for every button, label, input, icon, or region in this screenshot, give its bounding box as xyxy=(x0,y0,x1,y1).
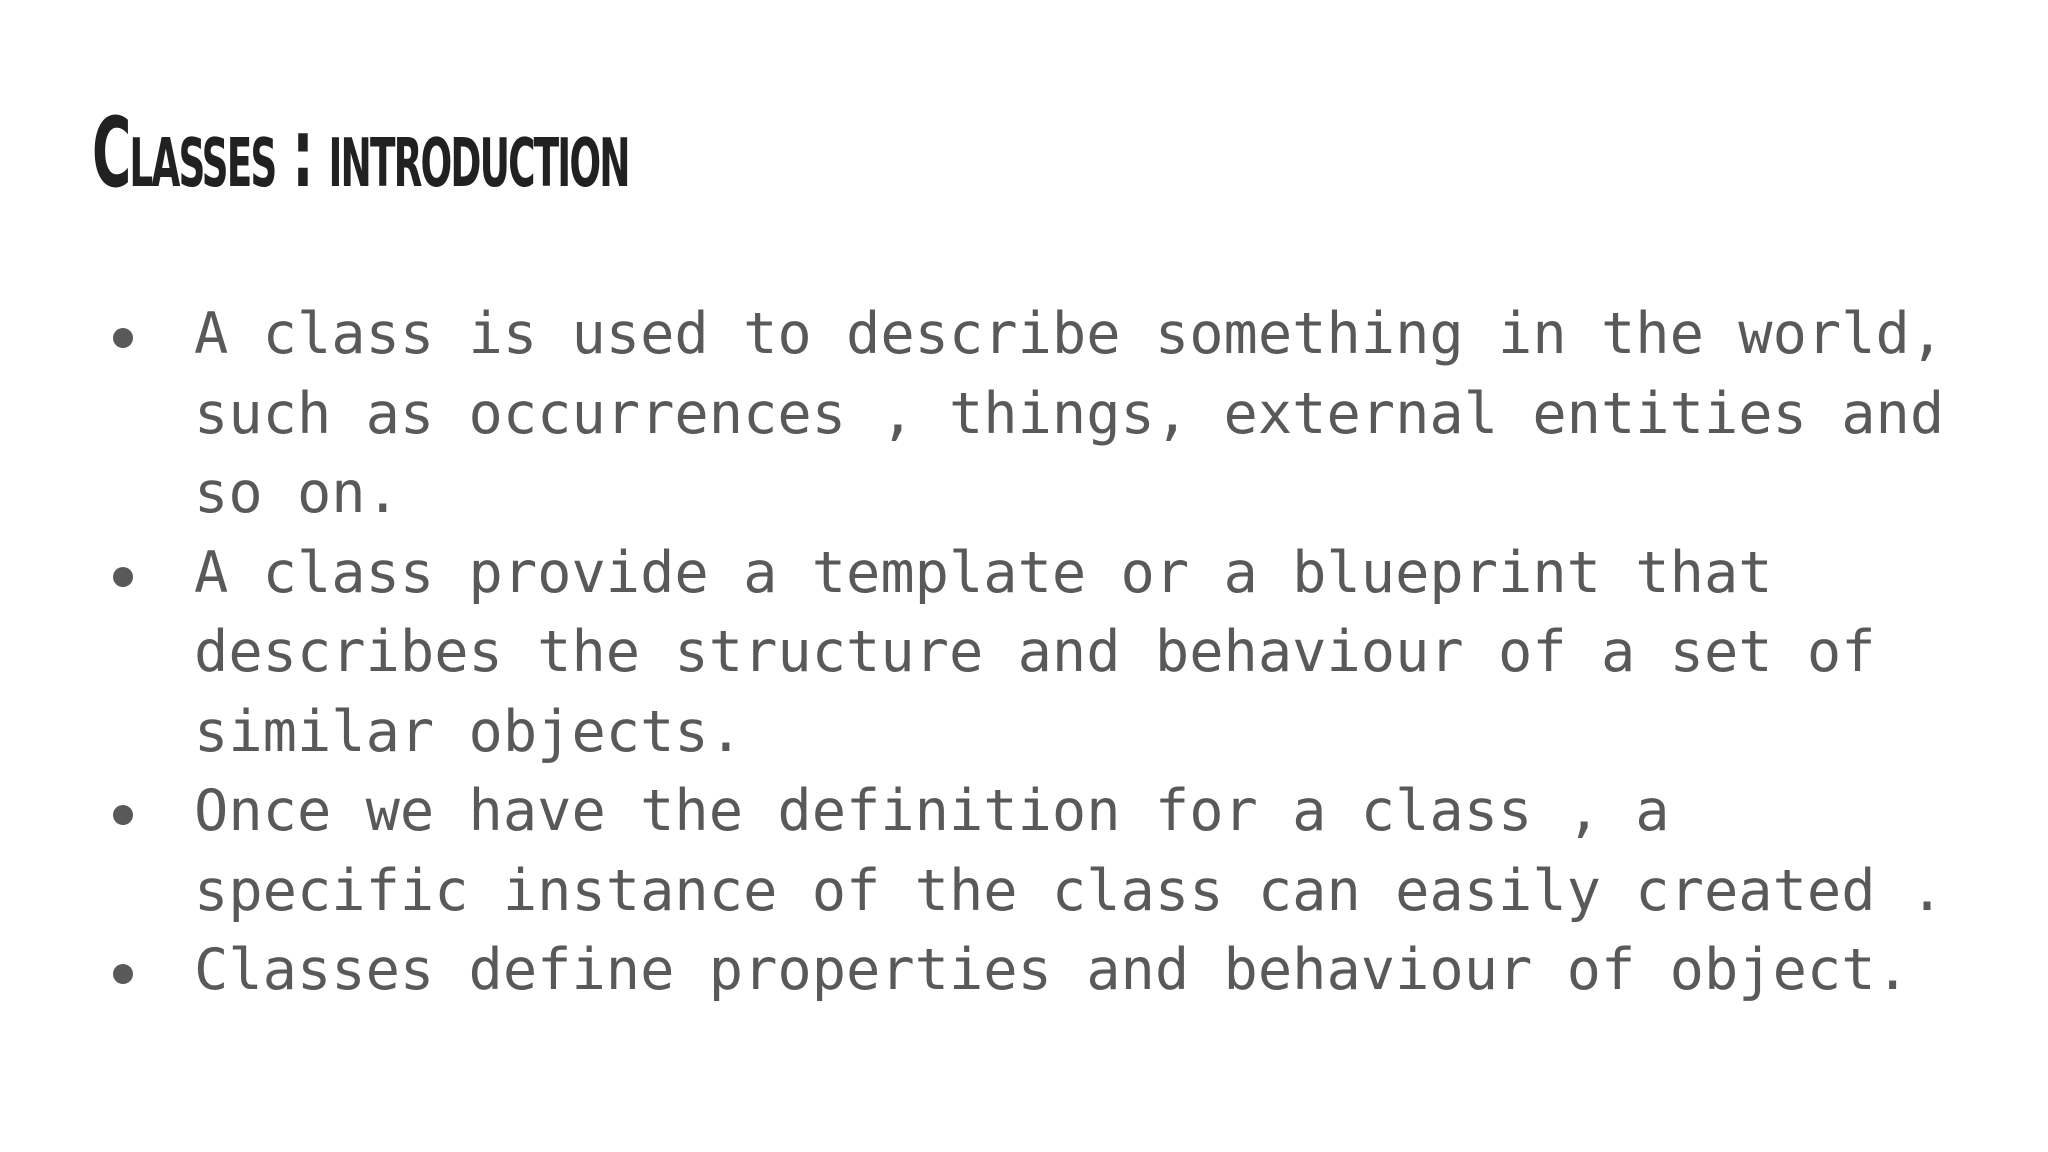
bullet-list xyxy=(98,295,1998,1011)
bullet-item-3 xyxy=(98,772,1998,931)
bullet-dot-icon xyxy=(113,328,133,348)
bullet-text-line: Once we have the definition for a class , a xyxy=(194,778,1670,844)
bullet-item-2 xyxy=(98,534,1998,773)
bullet-text-line: such as occurrences , things, external entities and xyxy=(194,380,1945,447)
bullet-text-line: similar objects. xyxy=(194,698,744,765)
bullet-text-line: describes the structure and behaviour of a set of xyxy=(194,619,1876,685)
bullet-dot-icon xyxy=(113,805,133,825)
bullet-text-line: A class is used to describe something in the world, xyxy=(194,301,1945,367)
bullet-text-line: so on. xyxy=(194,460,400,526)
bullet-text-line: specific instance of the class can easily created . xyxy=(194,857,1945,924)
bullet-text-line: Classes define properties and behaviour of object. xyxy=(194,937,1910,1003)
bullet-item-4 xyxy=(98,931,1998,1011)
bullet-text-line: A class provide a template or a blueprint that xyxy=(194,539,1773,606)
bullet-item-1 xyxy=(98,295,1998,534)
bullet-dot-icon xyxy=(113,567,133,587)
bullet-dot-icon xyxy=(113,964,133,984)
slide-title: Classes : introduction xyxy=(92,97,629,209)
